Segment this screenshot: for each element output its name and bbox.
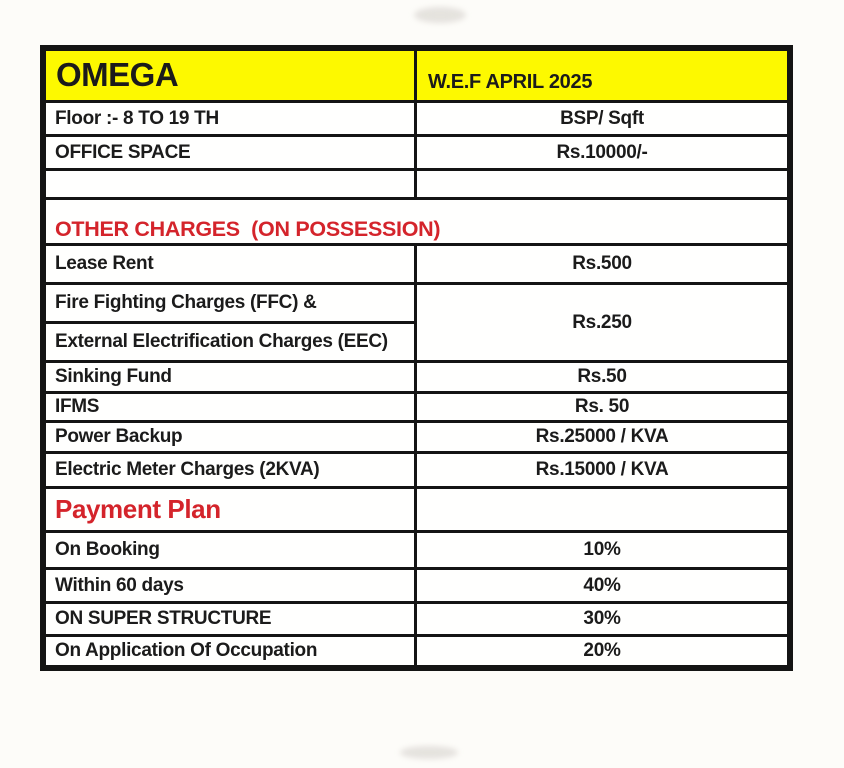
electric-meter-label: Electric Meter Charges (2KVA) [46, 454, 414, 486]
ifms-label: IFMS [46, 394, 414, 420]
payment-plan-section-title: Payment Plan [46, 489, 414, 530]
other-charges-section-title: OTHER CHARGES (ON POSSESSION) [46, 200, 787, 243]
empty-cell [417, 171, 787, 197]
watermark-smudge-top [414, 7, 466, 23]
project-title: OMEGA [46, 51, 414, 100]
office-space-value: Rs.10000/- [417, 137, 787, 168]
within-60-days-value: 40% [417, 570, 787, 601]
occupation-value: 20% [417, 637, 787, 665]
power-backup-label: Power Backup [46, 423, 414, 451]
watermark-smudge-bottom [400, 746, 458, 759]
floor-value: BSP/ Sqft [417, 103, 787, 134]
floor-label: Floor :- 8 TO 19 TH [46, 103, 414, 134]
ifms-value: Rs. 50 [417, 394, 787, 420]
sinking-fund-label: Sinking Fund [46, 363, 414, 391]
electric-meter-value: Rs.15000 / KVA [417, 454, 787, 486]
super-structure-label: ON SUPER STRUCTURE [46, 604, 414, 634]
lease-rent-label: Lease Rent [46, 246, 414, 282]
rate-card-table [40, 45, 793, 671]
power-backup-value: Rs.25000 / KVA [417, 423, 787, 451]
ffc-label: Fire Fighting Charges (FFC) & [46, 285, 414, 321]
sinking-fund-value: Rs.50 [417, 363, 787, 391]
office-space-label: OFFICE SPACE [46, 137, 414, 168]
eec-label: External Electrification Charges (EEC) [46, 324, 414, 360]
empty-cell [417, 489, 787, 530]
on-booking-label: On Booking [46, 533, 414, 567]
effective-date: W.E.F APRIL 2025 [417, 51, 787, 100]
empty-cell [46, 171, 414, 197]
super-structure-value: 30% [417, 604, 787, 634]
lease-rent-value: Rs.500 [417, 246, 787, 282]
on-booking-value: 10% [417, 533, 787, 567]
occupation-label: On Application Of Occupation [46, 637, 414, 665]
ffc-eec-merged-value: Rs.250 [417, 285, 787, 360]
within-60-days-label: Within 60 days [46, 570, 414, 601]
